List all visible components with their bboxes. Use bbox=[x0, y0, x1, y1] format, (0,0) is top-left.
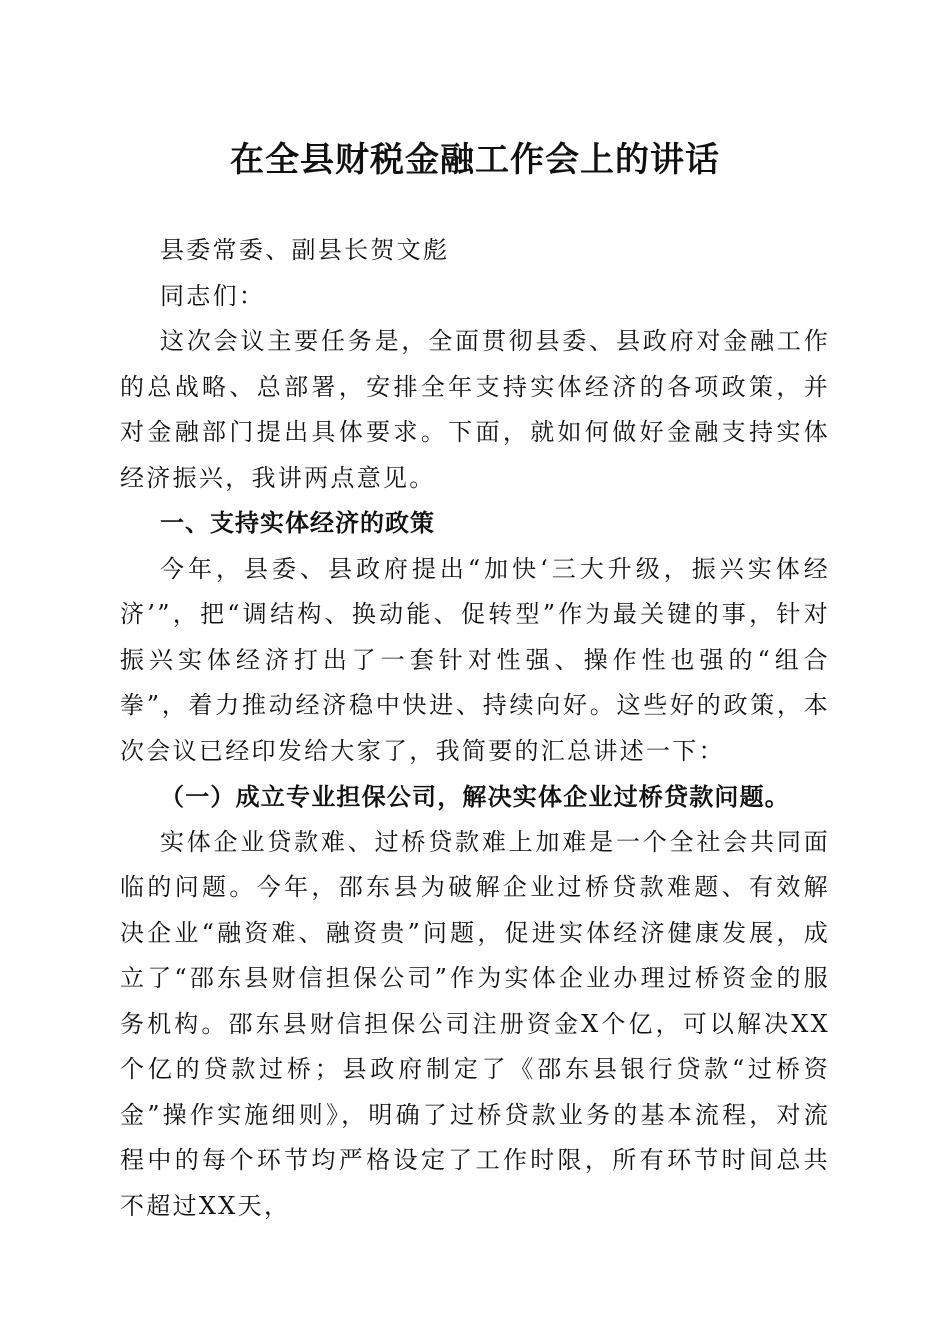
subsection-heading: （一）成立专业担保公司，解决实体企业过桥贷款问题。 bbox=[160, 782, 790, 811]
salutation: 同志们： bbox=[160, 281, 266, 310]
document-title: 在全县财税金融工作会上的讲话 bbox=[230, 140, 720, 180]
intro-paragraph: 这次会议主要任务是，全面贯彻县委、县政府对金融工作的总战略、总部署，安排全年支持实体经济的各项政策，并对金融部门提出具体要求。下面，就如何做好金融支持实体经济振兴，我讲两点意见。 bbox=[120, 327, 830, 492]
document-body bbox=[120, 228, 830, 1229]
guarantee-paragraph: 实体企业贷款难、过桥贷款难上加难是一个全社会共同面临的问题。今年，邵东县为破解企业过桥贷款难题、有效解决企业“融资难、融资贵”问题，促进实体经济健康发展，成立了“邵东县财信担保公司”作为实体企业办理过桥资金的服务机构。邵东县财信担保公司注册资金X个亿，可以解决XX个亿的贷款过桥；县政府制定了《邵东县银行贷款“过桥资金”操作实施细则》，明确了过桥贷款业务的基本流程，对流程中的每个环节均严格设定了工作时限，所有环节时间总共不超过XX天， bbox=[120, 827, 830, 1220]
speaker-line: 县委常委、副县长贺文彪 bbox=[160, 236, 450, 264]
policy-paragraph: 今年，县委、县政府提出“加快‘三大升级，振兴实体经济’”，把“调结构、换动能、促转型”作为最关键的事，针对振兴实体经济打出了一套针对性强、操作性也强的“组合拳”，着力推动经济稳中快进、持续向好。这些好的政策，本次会议已经印发给大家了，我简要的汇总讲述一下： bbox=[120, 554, 830, 765]
section-heading: 一、支持实体经济的政策 bbox=[160, 509, 435, 537]
